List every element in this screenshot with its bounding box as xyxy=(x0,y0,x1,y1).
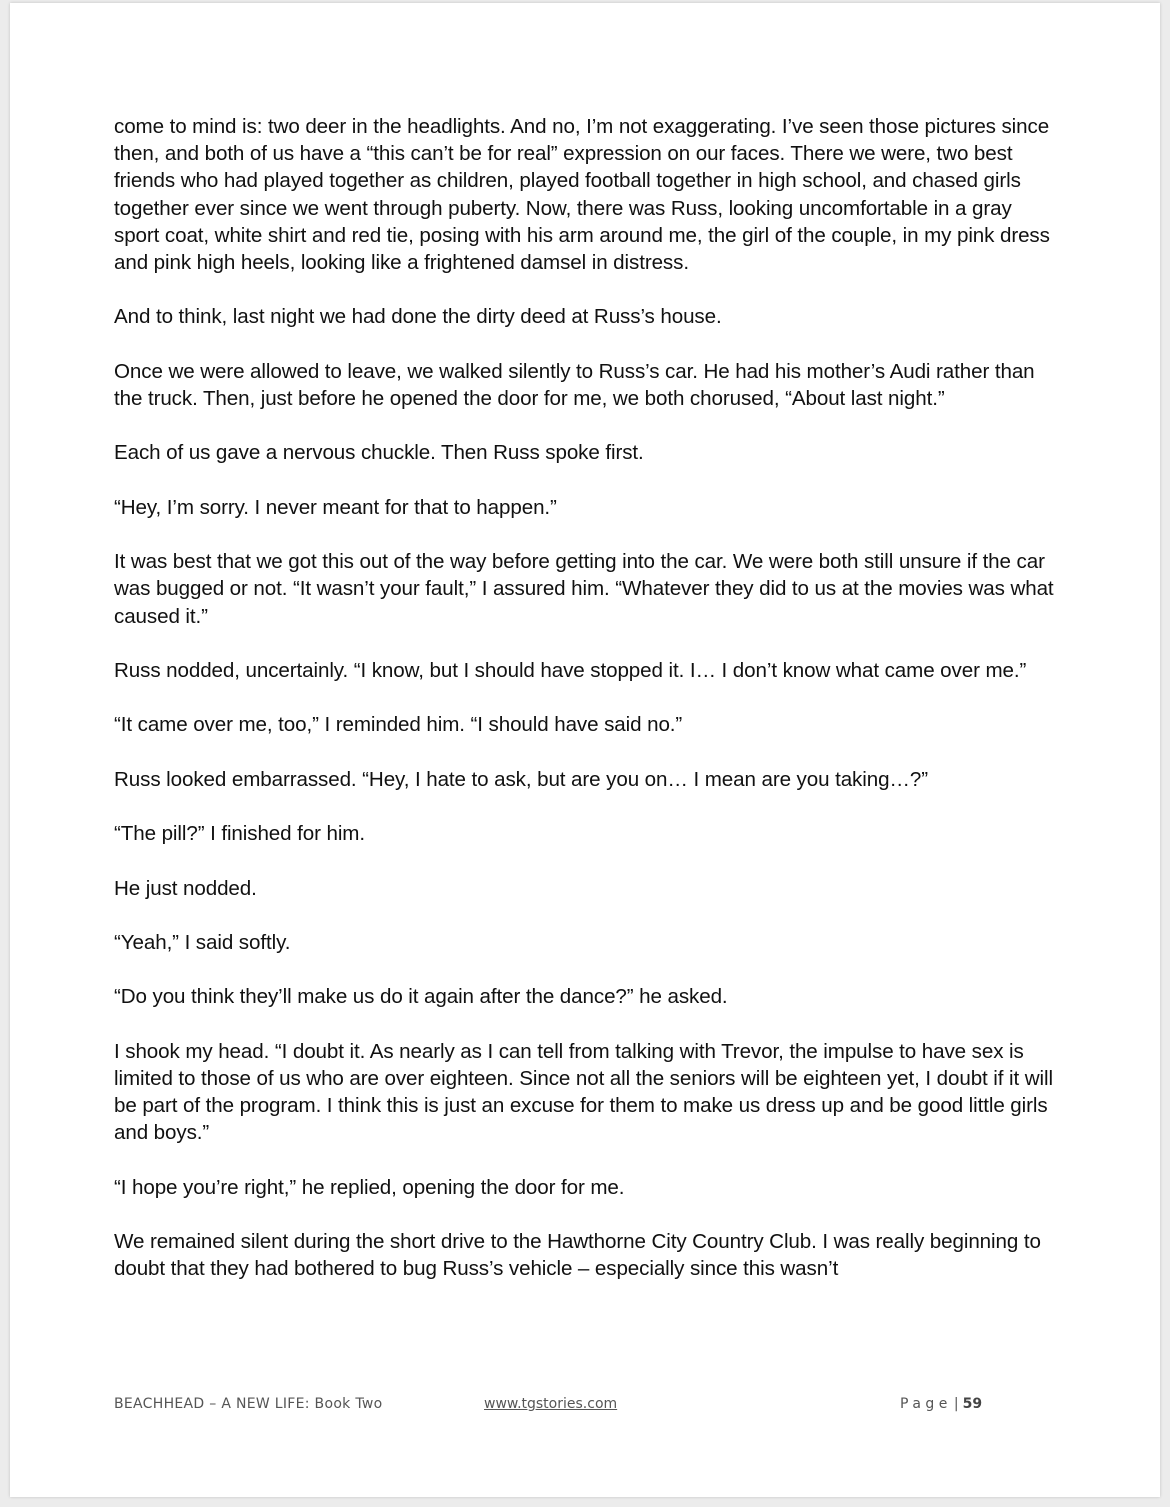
paragraph: It was best that we got this out of the way before getting into the car. We were both still unsure if the car was bugged or not. “It wasn’t your fault,” I assured him. “Whatever they did to us at the movies was what caused it.” xyxy=(114,550,1054,628)
page-separator: | xyxy=(953,1396,959,1412)
paragraph: Russ looked embarrassed. “Hey, I hate to ask, but are you on… I mean are you taking…?” xyxy=(114,767,929,791)
paragraph: And to think, last night we had done the dirty deed at Russ’s house. xyxy=(114,305,722,329)
footer-page-indicator xyxy=(900,1396,982,1412)
paragraph: “I hope you’re right,” he replied, opening the door for me. xyxy=(114,1175,625,1199)
paragraph: Once we were allowed to leave, we walked silently to Russ’s car. He had his mother’s Audi rather than the truck. Then, just before he opened the door for me, we both chorused, “About last night.” xyxy=(114,359,1035,410)
paragraph: “The pill?” I finished for him. xyxy=(114,822,365,846)
footer-book-title: BEACHHEAD – A NEW LIFE: Book Two xyxy=(114,1396,383,1412)
body-text xyxy=(114,113,1062,1283)
page-label: Page xyxy=(900,1396,952,1412)
paragraph: Russ nodded, uncertainly. “I know, but I should have stopped it. I… I don’t know what came over me.” xyxy=(114,658,1027,682)
paragraph: He just nodded. xyxy=(114,876,257,900)
paragraph: I shook my head. “I doubt it. As nearly as I can tell from talking with Trevor, the impulse to have sex is limited to those of us who are over eighteen. Since not all the seniors will be eighteen yet, I doubt if it will be part of the program. I think this is just an excuse for them to make us dress up and be good little girls and boys.” xyxy=(114,1039,1053,1145)
paragraph: “Hey, I’m sorry. I never meant for that to happen.” xyxy=(114,495,557,519)
page-footer xyxy=(10,1396,1160,1416)
paragraph: Each of us gave a nervous chuckle. Then Russ spoke first. xyxy=(114,441,644,465)
footer-website-link[interactable]: www.tgstories.com xyxy=(484,1396,618,1412)
paragraph: “Yeah,” I said softly. xyxy=(114,930,291,954)
paragraph: We remained silent during the short drive to the Hawthorne City Country Club. I was really beginning to doubt that they had bothered to bug Russ’s vehicle – especially since this wasn’t xyxy=(114,1230,1041,1281)
paragraph: “Do you think they’ll make us do it again after the dance?” he asked. xyxy=(114,985,728,1009)
paragraph: come to mind is: two deer in the headlights. And no, I’m not exaggerating. I’ve seen those pictures since then, and both of us have a “this can’t be for real” expression on our faces. There we were, two best friends who had played together as children, played football together in high school, and chased girls together ever since we went through puberty. Now, there was Russ, looking uncomfortable in a gray sport coat, white shirt and red tie, posing with his arm around me, the girl of the couple, in my pink dress and pink high heels, looking like a frightened damsel in distress. xyxy=(114,115,1050,275)
paragraph: “It came over me, too,” I reminded him. “I should have said no.” xyxy=(114,713,683,737)
document-page xyxy=(10,3,1160,1497)
page-number: 59 xyxy=(962,1396,983,1412)
